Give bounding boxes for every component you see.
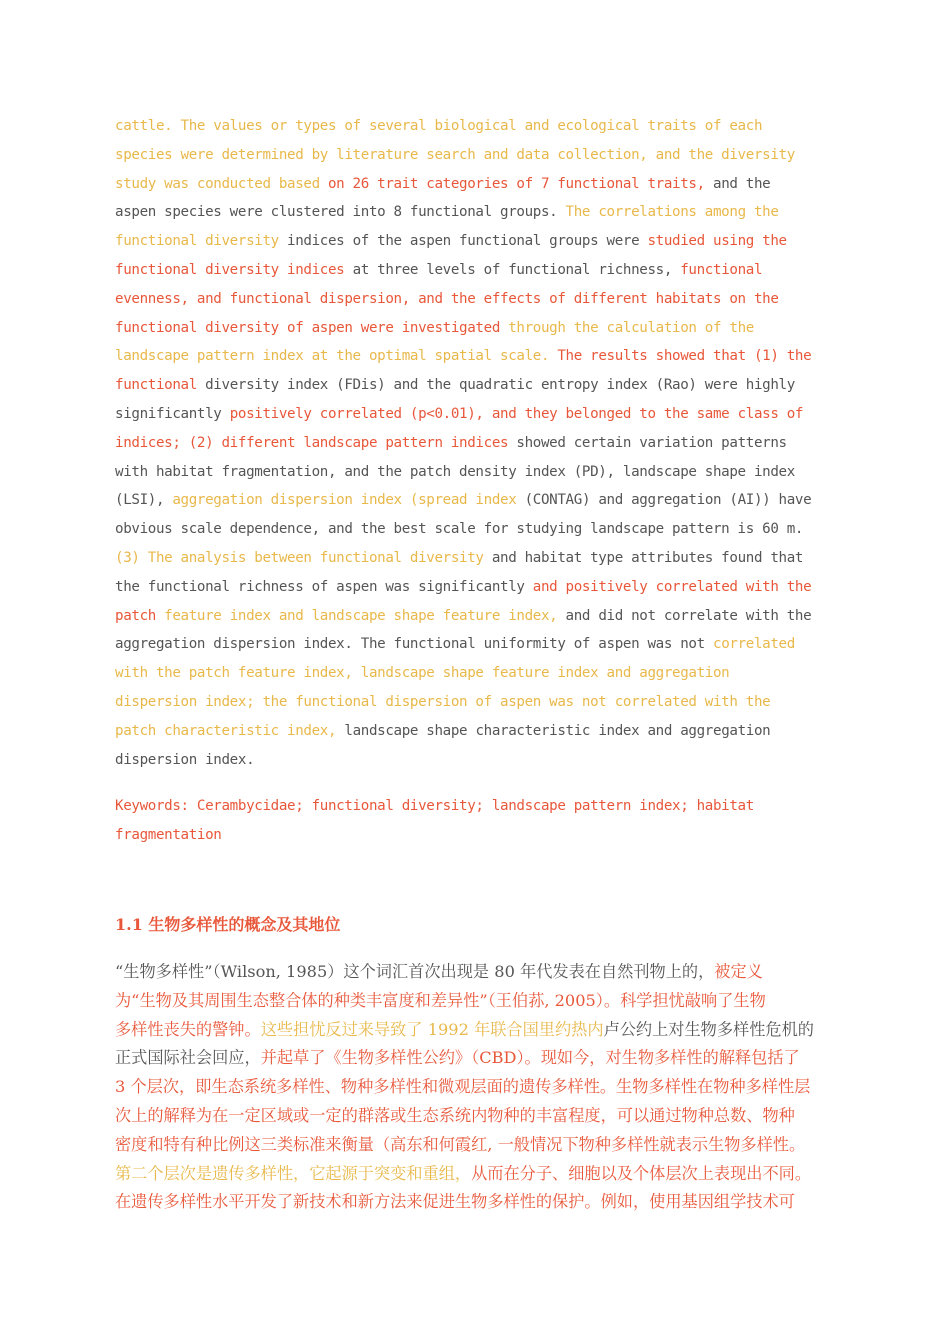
text-segment: studied using the <box>647 233 787 250</box>
text-segment: 第二个层次是遗传多样性，它起源于突变和重组， <box>115 1163 472 1183</box>
text-segment: dispersion index; the functional dispersion of aspen was not correlated with the <box>115 693 771 710</box>
text-segment: landscape pattern index at the optimal spatial scale. <box>115 348 558 365</box>
text-segment: with habitat fragmentation, and the patch density index (PD), landscape shape index <box>115 463 795 480</box>
text-segment: with the patch feature index, landscape shape feature index and aggregation <box>115 665 730 682</box>
text-segment: functional <box>115 377 197 394</box>
text-segment: aggregation dispersion index (spread index <box>172 492 517 509</box>
text-segment: (3) The analysis between functional diversity <box>115 549 484 566</box>
text-segment: 从而在分子、细胞以及个体层次上表现出不同。 <box>471 1163 812 1183</box>
text-segment: 正式国际社会回应， <box>115 1048 261 1068</box>
text-segment: functional diversity <box>115 233 279 250</box>
text-line <box>115 429 835 458</box>
text-line <box>115 688 835 717</box>
text-segment: correlated <box>713 636 795 653</box>
text-segment: 密度和特有种比例这三类标准来衡量（高东和何霞红, 一般情况下物种多样性就表示生物多样性。 <box>115 1134 806 1154</box>
text-segment: at three levels of functional richness, <box>344 261 681 278</box>
text-segment: landscape shape characteristic index and aggregation <box>344 722 771 739</box>
text-segment: and positively correlated with the <box>532 578 812 595</box>
text-segment: evenness, and functional dispersion, and the effects of different habitats on the <box>115 290 779 307</box>
text-segment: the functional richness of aspen was significantly <box>115 578 533 595</box>
text-segment: 多样性丧失的警钟。 <box>115 1019 261 1039</box>
text-segment: aspen species were clustered into 8 functional groups. <box>115 204 566 221</box>
text-segment: 次上的解释为在一定区域或一定的群落或生态系统内物种的丰富程度，可以通过物种总数、物种 <box>115 1105 795 1125</box>
text-line <box>115 112 835 141</box>
text-line <box>115 1044 845 1073</box>
abstract-paragraph <box>115 112 835 774</box>
text-segment: 卢公约上对生物多样性危机的 <box>603 1019 814 1039</box>
text-segment: dispersion index. <box>115 751 255 768</box>
text-line <box>115 987 845 1016</box>
text-segment: 为“生物及其周围生态整合体的种类丰富度和差异性”（王伯荪, 2005）。科学担忧敲响了生物 <box>115 990 766 1010</box>
text-line <box>115 1188 845 1217</box>
text-line <box>115 515 835 544</box>
text-segment: aggregation dispersion index. The functional uniformity of aspen was not <box>115 636 713 653</box>
text-line <box>115 285 835 314</box>
text-segment: Keywords: Cerambycidae; functional diversity; landscape pattern index; habitat <box>115 798 754 815</box>
text-segment: feature index and landscape shape feature index, <box>164 607 558 624</box>
text-segment: (LSI), <box>115 492 173 509</box>
text-line <box>115 1160 845 1189</box>
text-segment: fragmentation <box>115 827 222 844</box>
text-segment: indices of the aspen functional groups were <box>278 233 648 250</box>
text-segment: cattle. The values or types of several biological and ecological traits of each <box>115 118 763 134</box>
text-segment: and did not correlate with the <box>557 607 812 624</box>
text-line <box>115 198 835 227</box>
text-line <box>115 1102 845 1131</box>
text-line <box>115 1131 845 1160</box>
text-segment: study was conducted based <box>115 175 328 192</box>
text-segment: patch <box>115 607 165 624</box>
section-heading: 1.1 生物多样性的概念及其地位 <box>115 915 341 934</box>
text-line <box>115 630 835 659</box>
text-line <box>115 314 835 343</box>
text-segment: and the <box>704 175 771 192</box>
text-segment: The correlations among the <box>565 204 779 221</box>
text-segment: “生物多样性”（Wilson, 1985）这个词汇首次出现是 80 年代发表在自然刊物上的， <box>115 962 715 981</box>
text-line <box>115 792 835 821</box>
text-line <box>115 717 835 746</box>
text-segment: and habitat type attributes found that <box>483 549 804 566</box>
text-line <box>115 400 835 429</box>
text-segment: through the calculation of the <box>508 319 754 336</box>
text-segment: indices; (2) different landscape pattern indices <box>115 434 509 451</box>
document-page <box>115 112 835 1212</box>
text-segment: functional <box>680 261 763 278</box>
text-segment: showed certain variation patterns <box>508 434 787 451</box>
text-line <box>115 602 835 631</box>
text-segment: significantly <box>115 405 230 422</box>
text-line <box>115 1016 845 1045</box>
text-segment: obvious scale dependence, and the best scale for studying landscape pattern is 60 m. <box>115 521 804 538</box>
text-segment: 被定义 <box>714 962 763 981</box>
text-segment: The results showed that (1) the <box>557 348 812 365</box>
text-line <box>115 573 835 602</box>
keywords-paragraph <box>115 792 835 850</box>
text-line <box>115 1073 845 1102</box>
text-line <box>115 958 845 987</box>
text-segment: species were determined by literature search and data collection, and the diversity <box>115 146 795 163</box>
text-segment: diversity index (FDis) and the quadratic entropy index (Rao) were highly <box>196 377 795 394</box>
text-line <box>115 256 835 285</box>
text-segment: on 26 trait categories of 7 functional traits, <box>327 175 705 192</box>
text-line <box>115 659 835 688</box>
text-segment: 这些担忧反过来导致了 1992 年联合国里约热内 <box>260 1019 604 1039</box>
text-line <box>115 342 835 371</box>
text-segment: 3 个层次，即生态系统多样性、物种多样性和微观层面的遗传多样性。生物多样性在物种多样性层 <box>115 1077 811 1097</box>
text-segment: 并起草了《生物多样性公约》（CBD）。现如今，对生物多样性的解释包括了 <box>260 1048 800 1068</box>
text-line <box>115 544 835 573</box>
text-segment: positively correlated (p<0.01), and they belonged to the same class of <box>229 405 804 422</box>
text-line <box>115 746 835 775</box>
text-line <box>115 227 835 256</box>
text-line <box>115 821 835 850</box>
text-segment: 在遗传多样性水平开发了新技术和新方法来促进生物多样性的保护。例如，使用基因组学技术可 <box>115 1192 795 1212</box>
text-segment: functional diversity of aspen were investigated <box>115 319 509 336</box>
text-line <box>115 170 835 199</box>
text-segment: functional diversity indices <box>115 261 345 278</box>
text-line <box>115 486 835 515</box>
text-line <box>115 458 835 487</box>
text-segment: patch characteristic index, <box>115 722 345 739</box>
text-line <box>115 371 835 400</box>
text-segment: (CONTAG) and aggregation (AI)) have <box>516 492 812 509</box>
text-line <box>115 141 835 170</box>
body-paragraph-zh <box>115 958 845 1217</box>
